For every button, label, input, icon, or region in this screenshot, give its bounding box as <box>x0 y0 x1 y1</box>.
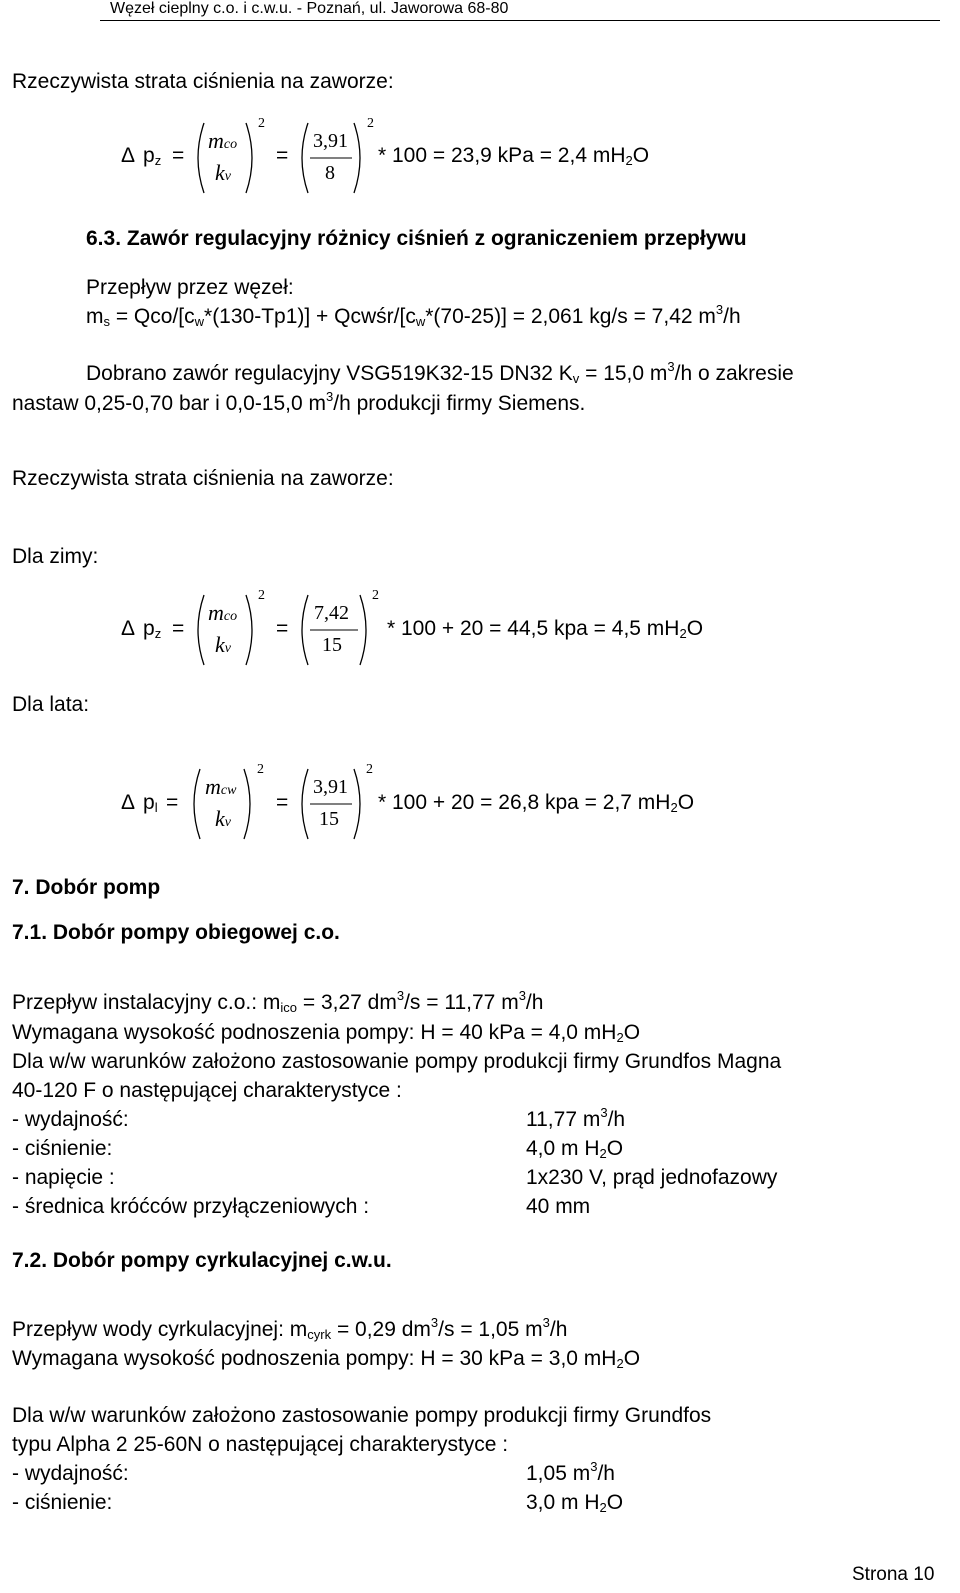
exponent: 2 <box>258 588 265 603</box>
spec-value: 1,05 $m^3/h$ <box>526 1459 615 1485</box>
page-header-title: Węzeł cieplny c.o. i c.w.u. - Poznań, ul. Jaworowa 68-80 <box>110 0 509 17</box>
pressure-symbol: $p_z$ <box>143 617 162 641</box>
exponent: 2 <box>257 762 264 777</box>
delta-symbol: Δ <box>121 144 136 167</box>
spec-value: 11,77 $m^3/h$ <box>526 1105 626 1131</box>
spec-label: - ciśnienie: <box>12 1137 113 1160</box>
spec-label: - ciśnienie: <box>12 1491 113 1514</box>
exponent-2: 2 <box>366 762 373 777</box>
spec-value: 40 mm <box>526 1195 591 1218</box>
equals-sign: = <box>172 144 185 167</box>
cwu-head: Wymagana wysokość podnoszenia pompy: H = 30 kPa = 3,0 $mH_2O$ <box>12 1347 641 1371</box>
spec-label: - wydajność: <box>12 1462 129 1485</box>
fraction-denominator: kv <box>215 632 231 657</box>
spec-value: 4,0 m $H_2O$ <box>526 1137 624 1161</box>
co-desc-2: 40-120 F o następującej charakterystyce : <box>12 1079 402 1102</box>
exponent: 2 <box>258 116 265 131</box>
page-number: Strona 10 <box>852 1564 935 1585</box>
equals-sign-2: = <box>276 791 289 814</box>
equation-result: * 100 = 23,9 kPa = 2,4 $mH_2O$ <box>378 144 650 168</box>
spec-label: - napięcie : <box>12 1166 115 1189</box>
equation-result: * 100 + 20 = 26,8 kpa = 2,7 $mH_2O$ <box>378 791 695 815</box>
delta-symbol: Δ <box>121 617 136 640</box>
value-denominator: 15 <box>322 634 342 656</box>
valve-line-2: nastaw 0,25-0,70 bar i 0,0-15,0 $m^3/h$ produkcji firmy Siemens. <box>12 389 586 415</box>
exponent-2: 2 <box>372 588 379 603</box>
section-7-1-heading: 7.1. Dobór pompy obiegowej c.o. <box>12 921 340 944</box>
cwu-desc-2: typu Alpha 2 25-60N o następującej charakterystyce : <box>12 1433 509 1456</box>
flow-label: Przepływ przez węzeł: <box>86 276 294 299</box>
fraction-denominator: kv <box>215 806 231 831</box>
spec-value: 3,0 m $H_2O$ <box>526 1491 624 1515</box>
equals-sign: = <box>172 617 185 640</box>
spec-value: 1x230 V, prąd jednofazowy <box>526 1166 778 1189</box>
delta-symbol: Δ <box>121 791 136 814</box>
winter-label: Dla zimy: <box>12 545 99 568</box>
value-numerator: 3,91 <box>313 776 348 798</box>
fraction-numerator: mcw <box>205 774 237 799</box>
spec-label: - średnica króćców przyłączeniowych : <box>12 1195 370 1218</box>
value-denominator: 8 <box>325 162 335 184</box>
summer-label: Dla lata: <box>12 693 90 716</box>
exponent-2: 2 <box>367 116 374 131</box>
co-head: Wymagana wysokość podnoszenia pompy: H = 40 kPa = 4,0 $mH_2O$ <box>12 1021 641 1045</box>
loss-heading: Rzeczywista strata ciśnienia na zaworze: <box>12 467 394 490</box>
value-numerator: 3,91 <box>313 130 348 152</box>
co-desc-1: Dla w/w warunków założono zastosowanie pompy produkcji firmy Grundfos Magna <box>12 1050 782 1073</box>
equals-sign-2: = <box>276 144 289 167</box>
co-flow: Przepływ instalacyjny c.o.: $m_{ico} = 3,27$ $dm^3/s = 11,77$ $m^3/h$ <box>12 988 544 1015</box>
equals-sign: = <box>166 791 179 814</box>
section-7-heading: 7. Dobór pomp <box>12 876 161 899</box>
section-6-3-heading: 6.3. Zawór regulacyjny różnicy ciśnień z ograniczeniem przepływu <box>86 227 747 250</box>
cwu-desc-1: Dla w/w warunków założono zastosowanie pompy produkcji firmy Grundfos <box>12 1404 712 1427</box>
pressure-symbol: $p_l$ <box>143 791 158 815</box>
s1-heading: Rzeczywista strata ciśnienia na zaworze: <box>12 70 394 93</box>
equation-result: * 100 + 20 = 44,5 kpa = 4,5 $mH_2O$ <box>387 617 704 641</box>
value-numerator: 7,42 <box>314 602 349 624</box>
fraction-numerator: mco <box>208 128 238 153</box>
cwu-flow: Przepływ wody cyrkulacyjnej: $m_{cyrk} = 0,29$ $dm^3/s = 1,05$ $m^3/h$ <box>12 1315 568 1342</box>
fraction-numerator: mco <box>208 600 238 625</box>
valve-line-1: Dobrano zawór regulacyjny VSG519K32-15 DN32 $K_v = 15,0$ $m^3/h$ o zakresie <box>86 359 794 386</box>
header-rule <box>100 20 940 21</box>
fraction-denominator: kv <box>215 160 231 185</box>
section-7-2-heading: 7.2. Dobór pompy cyrkulacyjnej c.w.u. <box>12 1249 392 1272</box>
equals-sign-2: = <box>276 617 289 640</box>
pressure-symbol: $p_z$ <box>143 144 162 168</box>
flow-equation: $m_s = Qco/[c_w*(130-Tp1)]$ + Qcwśr/$[c_w*(70-25)] = 2,061$ kg/s = 7,42 $m^3/h$ <box>86 302 741 329</box>
value-denominator: 15 <box>319 808 339 830</box>
spec-label: - wydajność: <box>12 1108 129 1131</box>
